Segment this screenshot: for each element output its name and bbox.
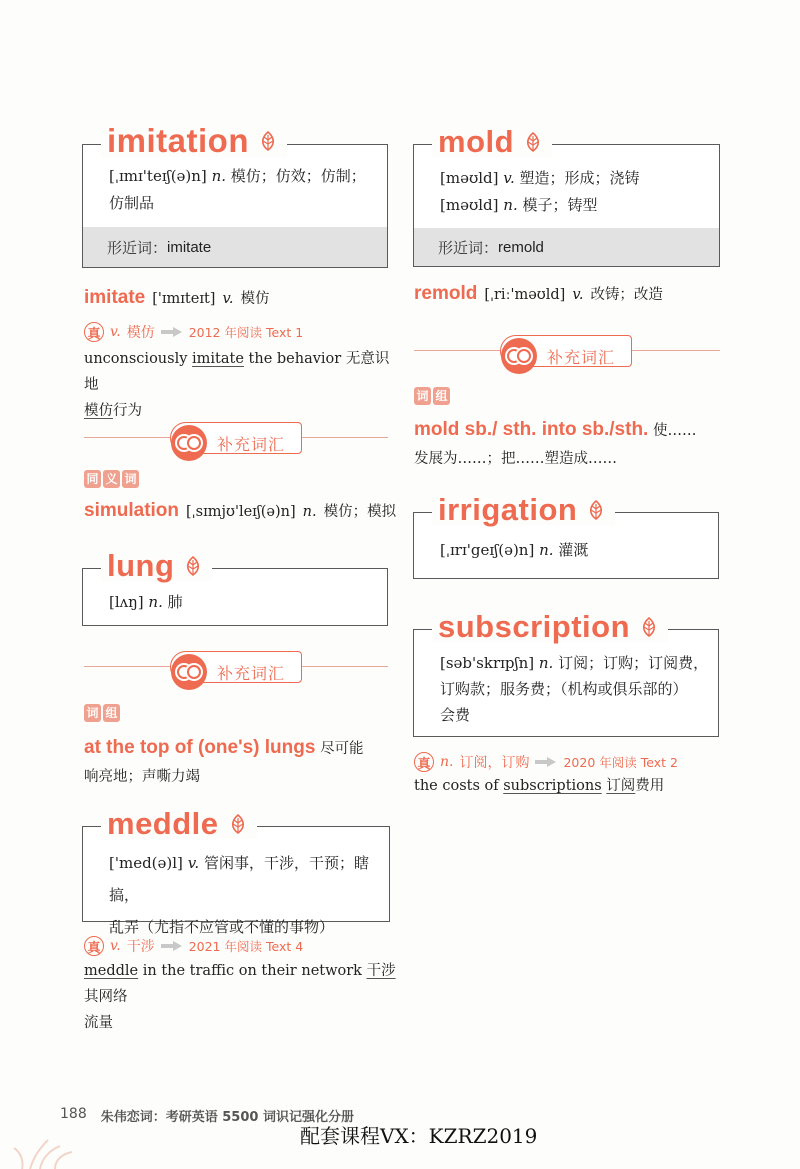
subscription-exam-ref: [414, 752, 678, 772]
supplement-pill: [500, 335, 632, 367]
subscription-def2: 订购款；服务费；（机构或俱乐部的）: [440, 680, 688, 698]
tag-synonym: [84, 470, 139, 488]
remold-ipa: [ˌriː'məʊld]: [484, 287, 566, 303]
phrase-def2: 发展为……；把……塑造成……: [414, 451, 617, 467]
lung-def: 肺: [167, 593, 183, 611]
owl-icon: [171, 425, 207, 461]
ex-pre: unconsciously: [84, 351, 193, 367]
simulation-def: 模仿；模拟: [323, 504, 397, 520]
ex-post: the behavior 无意识地: [84, 351, 390, 393]
mold-pos1: v.: [503, 169, 515, 187]
headword-meddle-text: meddle: [107, 806, 219, 841]
zhen-badge: 真: [84, 322, 104, 342]
lung-pos: n.: [148, 593, 163, 611]
headword-imitation-text: imitation: [107, 122, 249, 159]
derived-remold: [414, 283, 663, 305]
meddle-def1: 管闲事，干涉，干预；瞎搞，: [109, 854, 369, 904]
tag-char: 组: [103, 704, 120, 722]
lung-ipa: [lʌŋ]: [109, 593, 144, 611]
meddle-pos: v.: [187, 854, 200, 872]
headword-irrigation-text: irrigation: [438, 492, 578, 527]
mold-ipa1: [məʊld]: [440, 169, 499, 187]
owl-icon: [501, 338, 537, 374]
phrase-lungs: [84, 734, 394, 791]
zhen-def: 模仿: [126, 325, 155, 341]
zhen-pos: v.: [110, 938, 121, 954]
similar-label: 形近词：: [438, 238, 499, 257]
simulation-ipa: [ˌsɪmjʊ'leɪʃ(ə)n]: [186, 504, 296, 520]
ex-u: 干涉: [366, 963, 396, 979]
zhen-badge: 真: [84, 936, 104, 956]
meddle-example-line1: [84, 958, 396, 1010]
subscription-example: [414, 773, 724, 799]
ex-rest: 其网络: [84, 989, 128, 1005]
headword-mold: [432, 126, 552, 157]
imitate-word: imitate: [84, 287, 146, 308]
derived-imitate: [84, 287, 270, 309]
subscription-def1: 订阅；订购；订阅费，: [558, 654, 709, 672]
tag-char: 词: [84, 704, 101, 722]
mold-def2: 模子；铸型: [522, 196, 598, 214]
subscription-def3: 会费: [440, 706, 471, 724]
irrigation-pos: n.: [539, 541, 554, 559]
meddle-ipa: ['med(ə)l]: [109, 854, 183, 872]
entry-imitation: [82, 144, 388, 268]
ex-rest: 费用: [635, 778, 665, 794]
supplement-divider: [84, 647, 388, 687]
subscription-ipa: [səb'skrɪpʃn]: [440, 654, 535, 672]
subscription-def-wrap: [440, 650, 716, 728]
supplement-pill: [170, 651, 302, 683]
lung-def-wrap: [109, 589, 183, 616]
grass-decoration: [0, 1130, 120, 1169]
leaf-icon: [182, 555, 204, 577]
imitate-exam-ref: [84, 322, 303, 342]
imitate-def: 模仿: [240, 291, 270, 307]
mold-def1: 塑造；形成；浇铸: [519, 169, 640, 187]
phrase-text: mold sb./ sth. into sb./sth.: [414, 419, 649, 440]
ex-u: 模仿: [84, 403, 113, 419]
arrow-icon: [161, 327, 183, 337]
subscription-def-line1: [440, 650, 716, 676]
page-number: 188: [60, 1106, 87, 1122]
phrase-def2: 响亮地；声嘶力竭: [84, 769, 200, 785]
imitation-similar-bar: [83, 227, 387, 267]
irrigation-def-wrap: [440, 537, 588, 564]
ex-word: subscriptions: [503, 778, 602, 794]
watermark-text: 配套课程VX：KZRZ2019: [300, 1124, 538, 1148]
tag-char: 组: [433, 387, 450, 405]
meddle-exam-ref: [84, 936, 303, 956]
ex-line2: 流量: [84, 1015, 113, 1031]
imitation-def2: 仿制品: [109, 194, 155, 212]
zhen-badge: 真: [414, 752, 434, 772]
headword-lung-text: lung: [107, 548, 175, 583]
tag-phrase: [414, 387, 450, 405]
exam-source: 2020 年阅读 Text 2: [563, 755, 678, 770]
imitation-ipa: [ˌɪmɪ'teɪʃ(ə)n]: [109, 167, 207, 185]
phrase-text: at the top of (one's) lungs: [84, 737, 316, 758]
ex-rest: 行为: [113, 403, 142, 419]
exam-source: 2012 年阅读 Text 1: [188, 325, 304, 340]
leaf-icon: [227, 813, 249, 835]
tag-char: 义: [103, 470, 120, 488]
mold-def-line1: [440, 165, 640, 192]
ex-pre: the costs of: [414, 778, 504, 794]
mold-pos2: n.: [503, 196, 518, 214]
derived-simulation: [84, 500, 396, 522]
tag-phrase: [84, 704, 120, 722]
supplement-divider: [84, 418, 388, 458]
imitate-example-line1: [84, 346, 394, 398]
exam-source: 2021 年阅读 Text 4: [188, 939, 304, 954]
ex-word: imitate: [192, 351, 244, 367]
imitate-ipa: ['ɪmɪteɪt]: [152, 291, 216, 307]
meddle-def-line1: [109, 847, 387, 911]
phrase-mold: [414, 416, 724, 473]
subscription-pos: n.: [538, 654, 554, 672]
mold-ipa2: [məʊld]: [440, 196, 499, 214]
phrase-mold-line1: [414, 416, 724, 445]
mold-similar-bar: [414, 228, 719, 266]
tag-char: 词: [122, 470, 139, 488]
supplement-label: 补充词汇: [547, 348, 616, 367]
similar-label: 形近词：: [107, 238, 168, 257]
tag-char: 词: [414, 387, 431, 405]
irrigation-def: 灌溉: [558, 541, 589, 559]
imitation-def-line1: [109, 163, 379, 190]
imitation-def1: 模仿；仿效；仿制；: [230, 167, 366, 185]
headword-lung: [101, 550, 212, 581]
remold-pos: v.: [572, 287, 584, 303]
arrow-icon: [535, 757, 557, 767]
headword-imitation: [101, 124, 287, 157]
imitate-example: [84, 346, 394, 424]
imitate-pos: v.: [222, 291, 234, 307]
ex-mid: in the traffic on their network: [138, 963, 367, 979]
irrigation-ipa: [ˌɪrɪ'geɪʃ(ə)n]: [440, 541, 535, 559]
book-title: 朱伟恋词：考研英语 5500 词识记强化分册: [100, 1110, 354, 1125]
supplement-label: 补充词汇: [217, 664, 286, 683]
headword-subscription: [432, 611, 668, 642]
meddle-def2: 乱弄（尤指不应管或不懂的事物）: [109, 918, 335, 936]
mold-def-wrap: [440, 165, 640, 219]
zhen-def: 干涉: [126, 939, 155, 955]
headword-mold-text: mold: [438, 124, 515, 159]
zhen-def: 订阅，订购: [459, 755, 530, 771]
entry-subscription: [413, 629, 719, 737]
meddle-def-wrap: [109, 847, 387, 943]
headword-meddle: [101, 808, 257, 839]
similar-word: remold: [498, 238, 544, 256]
leaf-icon: [257, 130, 279, 152]
leaf-icon: [638, 616, 660, 638]
meddle-example: [84, 958, 396, 1036]
ex-u: 订阅: [606, 778, 636, 794]
supplement-label: 补充词汇: [217, 435, 286, 454]
zhen-pos: v.: [110, 324, 121, 340]
leaf-icon: [585, 499, 607, 521]
mold-def-line2: [440, 192, 640, 219]
ex-word: meddle: [84, 963, 139, 979]
arrow-icon: [161, 941, 183, 951]
supplement-pill: [170, 422, 302, 454]
simulation-pos: n.: [302, 504, 317, 520]
supplement-divider: [414, 331, 720, 371]
leaf-icon: [522, 131, 544, 153]
owl-icon: [171, 654, 207, 690]
headword-irrigation: [432, 494, 615, 525]
headword-subscription-text: subscription: [438, 609, 631, 644]
tag-char: 同: [84, 470, 101, 488]
phrase-def1: 尽可能: [320, 741, 364, 757]
remold-def: 改铸；改造: [590, 287, 663, 303]
phrase-lungs-line1: [84, 734, 394, 763]
simulation-word: simulation: [84, 500, 180, 521]
imitation-pos: n.: [211, 167, 227, 185]
remold-word: remold: [414, 283, 478, 304]
similar-word: imitate: [167, 238, 212, 256]
zhen-pos: n.: [440, 754, 454, 770]
entry-mold: [413, 144, 720, 267]
phrase-def1: 使……: [652, 423, 697, 439]
